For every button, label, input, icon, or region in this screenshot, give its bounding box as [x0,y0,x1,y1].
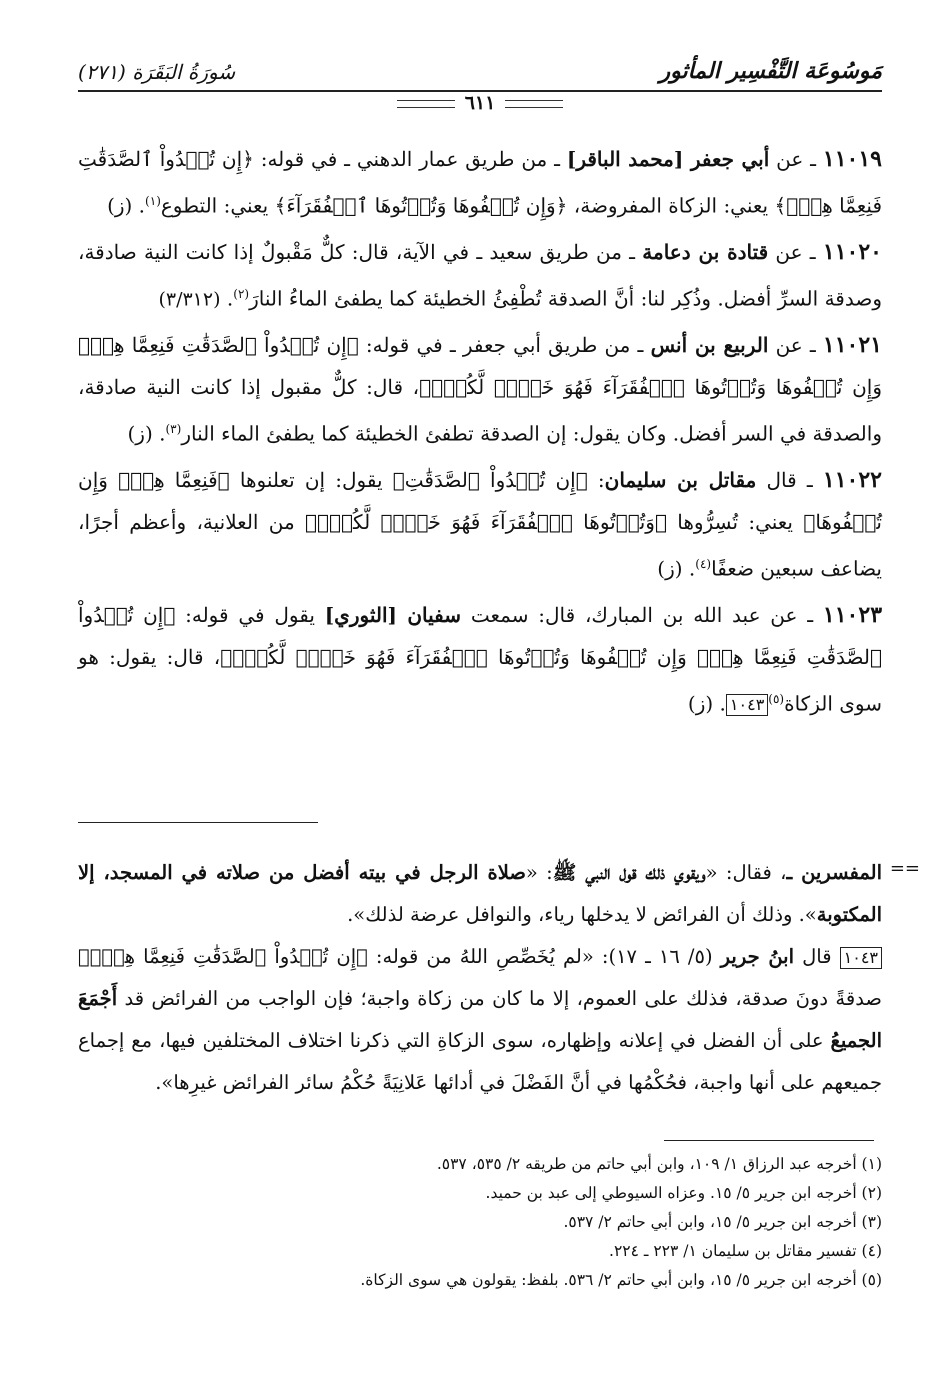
commentary-number-box: ١٠٤٣ [840,947,882,969]
text: ـ قال [756,467,813,492]
text: ، فقال: « [705,861,787,884]
entry-number: ١١٠٢٣ [822,601,883,628]
footnote-5: (٥) أخرجه ابن جرير ٥/ ١٥، وابن أبي حاتم ٢/ ٥٣٦. بلفظ: يقولون هي سوى الزكاة. [360,1271,882,1289]
footnote-4: (٤) تفسير مقاتل بن سليمان ١/ ٢٢٣ ـ ٢٢٤. [609,1242,882,1260]
footnote-2: (٢) أخرجه ابن جرير ٥/ ١٥. وعزاه السيوطي إلى عبد بن حميد. [485,1184,882,1202]
narrator: الربيع بن أنس [650,333,769,358]
entry-11019 [78,138,882,227]
text: ـ من طريق أبي جعفر ـ في قوله: [358,333,651,358]
text: ـ من طريق سعيد ـ في الآية، قال: كلٌّ مَقْبولٌ إذا كانت النية صادقة، وصدقة السرِّ أفضل. وذُكِر لنا: أنَّ الصدقة تُطْفِئُ الخطيئة كما يطفئ الماءُ النارَ [78,239,882,311]
text: يعني: تُسِرُّوها [666,509,804,534]
text: ـ عن عبد الله بن المبارك، قال: سمعت [461,602,814,627]
entry-11022 [78,459,882,590]
text: ، قال: يقول: هو سوى الزكاة [78,644,882,716]
quran-verse: ﴿وَإِن تُخۡفُوهَا وَتُؤۡتُوهَا ٱلۡفُقَرَآءَ﴾ [274,193,568,218]
text: ـ من طريق عمار الدهني ـ في قوله: [253,147,567,171]
text: يقول في قوله: [175,602,325,627]
commentary-ref-box: ١٠٤٣ [726,694,768,716]
footnote-1: (١) أخرجه عبد الرزاق ١/ ١٠٩، وابن أبي حاتم من طريقه ٢/ ٥٣٥، ٥٣٧. [436,1155,882,1173]
text: ـ عن [768,239,816,264]
footnote-separator [664,1140,874,1141]
narrator: أبي جعفر [محمد الباقر] [566,147,770,171]
text: من العلانية، وأعظم أجرًا، يضاعف سبعين ضعفًا [78,509,882,581]
commentary-paragraph-1 [78,852,882,936]
main-text [78,138,882,728]
text: صدقةً دونَ صدقة، فذلك على العموم، إلا ما كان من زكاة واجبة؛ فإن الواجب من الفرائض قد [117,987,882,1010]
entry-11020 [78,231,882,321]
ornament-left [397,100,455,108]
text: : « [525,861,553,884]
footnote-ref: (٣) [165,422,182,437]
text: على أن الفضل في إعلانه وإظهاره، سوى الزكاةِ التي ذكرنا اختلاف المختلفين فيها، مع إجماع جميعهم على أنها واجبة، فحُكْمُها في أنَّ الفَضْلَ في أدائها عَلانِيَةً حُكْمُ سائر الفرائض غيرِها». [78,1029,882,1094]
quran-verse: ﴿إِن تُبۡدُواْ ٱلصَّدَقَٰتِ﴾ [392,467,588,492]
quran-verse: ﴿إِن تُبۡدُواْ ٱلصَّدَقَٰتِ فَنِعِمَّا هِيَۖ﴾ [78,147,882,218]
text: ويقوي ذلك قول النبي ﷺ [552,861,706,884]
text: قال [794,945,840,968]
book-title: مَوسُوعَة التَّفْسِير المأثور [659,58,882,84]
text: يعني: التطوع [160,193,275,218]
text: يعني: الزكاة المفروضة، [567,193,775,218]
entry-number: ١١٠٢١ [822,332,882,359]
text: : [587,467,605,492]
entry-number: ١١٠٢٠ [822,238,882,265]
quran-verse: ﴿إِن تُبۡدُواْ ٱلصَّدَقَٰتِ فَنِعِمَّا هِيَۖ﴾ [78,945,368,968]
text: . (ز) [107,193,146,218]
page-number-row [78,92,882,114]
text: . (ز) [687,691,726,716]
quran-verse: ﴿وَتُؤۡتُوهَا ٱلۡفُقَرَآءَ فَهُوَ خَيۡرٞ لَّكُمۡۚ﴾ [305,509,667,534]
footnote-ref: (٤) [695,556,712,571]
text: ـ عن [769,147,817,171]
narrator: قتادة بن دعامة [642,239,769,264]
text: . [220,286,234,311]
footnote-ref: (١) [145,194,161,208]
text: ، قال: كلٌّ مقبول إذا كانت النية صادقة، والصدقة في السر أفضل. وكان يقول: إن الصدقة تطفئ الخطيئة كما يطفئ الماء النار [78,375,882,446]
surah-label: سُورَةُ البَقَرَة (٢٧١) [78,60,236,84]
quran-verse: ﴿إِن تُبۡدُواْ ٱلصَّدَقَٰتِ فَنِعِمَّا هِيَۖ وَإِن تُخۡفُوهَا وَتُؤۡتُوهَا ٱلۡفُقَرَآءَ فَهُوَ خَيۡرٞ لَّكُمۡۚ﴾ [78,602,882,669]
text: المفسرين ـ [786,861,882,884]
narrator: مقاتل بن سليمان [604,467,757,492]
commentary-separator [78,822,318,823]
text: . (ز) [657,556,696,581]
entry-number: ١١٠١٩ [822,146,882,172]
text: يقول: إن تعلنوها [229,467,393,492]
footnote-ref: (٢) [233,286,250,301]
continuation-marker: == [889,858,920,879]
text: أَجْمَعَ الجميعُ [78,987,882,1052]
text: ـ عن [768,333,816,358]
footnote-3: (٣) أخرجه ابن جرير ٥/ ١٥، وابن أبي حاتم ٢/ ٥٣٧. [563,1213,882,1231]
commentary-block [78,852,882,1104]
entry-11021 [78,324,882,455]
footnotes [78,1150,882,1295]
page-number: ٦١١ [464,92,496,114]
entry-11023 [78,594,882,725]
entry-number: ١١٠٢٢ [822,466,882,493]
page-header [78,58,882,94]
ornament-right [505,100,563,108]
footnote-ref: (٥) [768,691,785,706]
volume-ref: (٣/٣١٢) [158,288,221,311]
narrator: سفيان [الثوري] [324,602,462,627]
commentary-paragraph-2 [78,936,882,1104]
text: ». وذلك أن الفرائض لا يدخلها رياء، والنوافل عرضة لذلك». [347,903,817,926]
hadith-text: صلاة الرجل في بيته أفضل من صلاته في المسجد، إلا المكتوبة [78,861,882,926]
text: . (ز) [127,421,166,446]
scholar-name: ابنُ جرير [720,945,795,968]
text: (٥/ ١٦ ـ ١٧): «لم يُخَصِّصِ اللهُ من قوله: [367,945,721,968]
quran-verse: ﴿إِن تُبۡدُواْ ٱلصَّدَقَٰتِ فَنِعِمَّا هِيَۖ وَإِن تُخۡفُوهَا وَتُؤۡتُوهَا ٱلۡفُقَرَآءَ فَهُوَ خَيۡرٞ لَّكُمۡۚ﴾ [78,333,883,400]
quran-verse: ﴿فَنِعِمَّا هِيَۖ وَإِن تُخۡفُوهَا﴾ [78,467,882,534]
